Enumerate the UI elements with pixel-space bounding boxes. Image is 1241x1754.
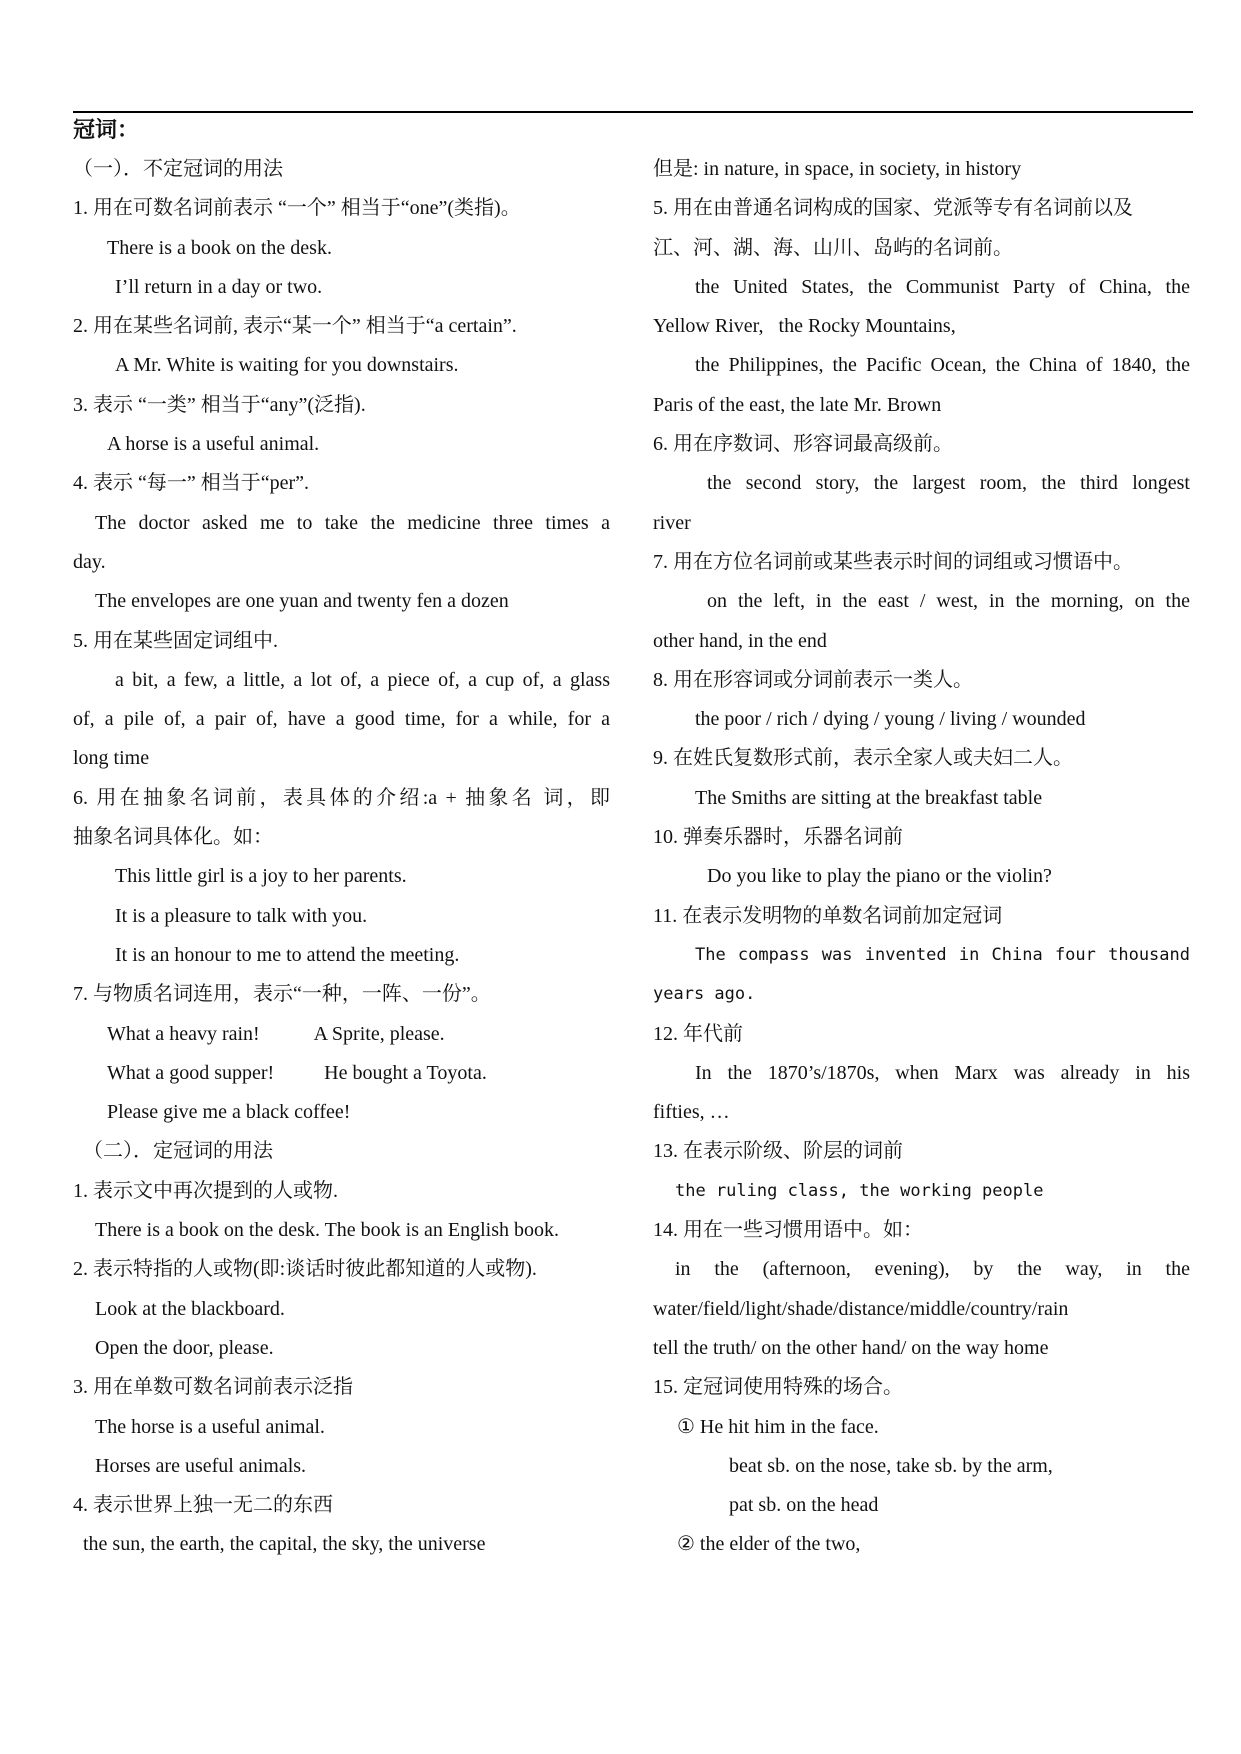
rule-item: 9. 在姓氏复数形式前，表示全家人或夫妇二人。 bbox=[653, 747, 1073, 770]
rule-item: 5. 用在某些固定词组中. bbox=[73, 629, 278, 652]
example-line: What a heavy rain! A Sprite, please. bbox=[107, 1022, 445, 1045]
example-line: day. bbox=[73, 550, 106, 573]
example-line: years ago. bbox=[653, 984, 756, 1005]
rule-item: 8. 用在形容词或分词前表示一类人。 bbox=[653, 668, 973, 691]
rule-item: 7. 与物质名词连用，表示“一种，一阵、一份”。 bbox=[73, 983, 491, 1006]
rule-item: 1. 用在可数名词前表示 “一个” 相当于“one”(类指)。 bbox=[73, 197, 521, 220]
rule-item: 15. 定冠词使用特殊的场合。 bbox=[653, 1376, 903, 1399]
rule-item: 10. 弹奏乐器时，乐器名词前 bbox=[653, 826, 903, 849]
rule-item: 7. 用在方位名词前或某些表示时间的词组或习惯语中。 bbox=[653, 550, 1133, 573]
example-line: Look at the blackboard. bbox=[95, 1297, 285, 1320]
example-line: This little girl is a joy to her parents. bbox=[115, 865, 407, 888]
example-line: What a good supper! He bought a Toyota. bbox=[107, 1061, 487, 1084]
rule-item: 6. 用在序数词、形容词最高级前。 bbox=[653, 433, 953, 456]
rule-item: 4. 表示 “每一” 相当于“per”. bbox=[73, 472, 310, 495]
section-heading: 冠词： bbox=[73, 117, 140, 142]
example-line: Open the door, please. bbox=[95, 1336, 274, 1359]
example-line: on the left, in the east / west, in the morning, on the bbox=[707, 590, 1190, 613]
example-line: Horses are useful animals. bbox=[95, 1454, 307, 1477]
rule-item: 12. 年代前 bbox=[653, 1022, 743, 1045]
example-line: water/field/light/shade/distance/middle/country/rain bbox=[653, 1297, 1069, 1320]
example-line: beat sb. on the nose, take sb. by the arm, bbox=[729, 1454, 1053, 1477]
example-line: the Philippines, the Pacific Ocean, the China of 1840, the bbox=[695, 354, 1190, 377]
example-line: The Smiths are sitting at the breakfast table bbox=[695, 786, 1043, 809]
rule-item: 江、河、湖、海、山川、岛屿的名词前。 bbox=[653, 236, 1013, 259]
example-line: It is a pleasure to talk with you. bbox=[115, 904, 368, 927]
example-line: Please give me a black coffee! bbox=[107, 1101, 351, 1124]
example-line: long time bbox=[73, 747, 150, 770]
header-rule bbox=[73, 111, 1193, 113]
example-line: Paris of the east, the late Mr. Brown bbox=[653, 393, 942, 416]
example-line: river bbox=[653, 511, 691, 534]
example-line: the ruling class, the working people bbox=[675, 1180, 1044, 1201]
example-line: the second story, the largest room, the third longest bbox=[707, 472, 1190, 495]
example-line: 但是: in nature, in space, in society, in history bbox=[653, 158, 1022, 180]
example-line: Do you like to play the piano or the violin? bbox=[707, 865, 1052, 888]
example-line: tell the truth/ on the other hand/ on the way home bbox=[653, 1336, 1049, 1359]
example-line: The doctor asked me to take the medicine three times a bbox=[95, 511, 610, 534]
rule-item: 4. 表示世界上独一无二的东西 bbox=[73, 1494, 333, 1517]
example-line: There is a book on the desk. bbox=[107, 236, 332, 259]
example-line: of, a pile of, a pair of, have a good time, for a while, for a bbox=[73, 708, 610, 731]
example-line: It is an honour to me to attend the meeting. bbox=[115, 943, 460, 966]
example-line: ② the elder of the two, bbox=[677, 1533, 861, 1556]
example-line: In the 1870’s/1870s, when Marx was already in his bbox=[695, 1061, 1190, 1084]
rule-item: 13. 在表示阶级、阶层的词前 bbox=[653, 1140, 903, 1163]
rule-item: 6. 用在抽象名词前，表具体的介绍:a + 抽象名 词，即 bbox=[73, 786, 610, 809]
subsection-title: （一）．不定冠词的用法 bbox=[73, 158, 283, 180]
example-line: ① He hit him in the face. bbox=[677, 1415, 879, 1438]
rule-item: 11. 在表示发明物的单数名词前加定冠词 bbox=[653, 904, 1003, 927]
rule-item: 14. 用在一些习惯用语中。如： bbox=[653, 1219, 923, 1242]
example-line: other hand, in the end bbox=[653, 629, 827, 652]
example-line: A horse is a useful animal. bbox=[107, 433, 320, 456]
rule-item: 抽象名词具体化。如： bbox=[73, 826, 273, 849]
example-line: a bit, a few, a little, a lot of, a piece of, a cup of, a glass bbox=[115, 668, 610, 691]
example-line: in the (afternoon, evening), by the way, in the bbox=[675, 1258, 1190, 1281]
rule-item: 3. 表示 “一类” 相当于“any”(泛指). bbox=[73, 393, 366, 416]
rule-item: 1. 表示文中再次提到的人或物. bbox=[73, 1179, 338, 1202]
example-line: The envelopes are one yuan and twenty fen a dozen bbox=[95, 590, 509, 613]
example-line: The compass was invented in China four thousand bbox=[695, 944, 1190, 965]
rule-item: 2. 表示特指的人或物(即:谈话时彼此都知道的人或物). bbox=[73, 1258, 537, 1281]
example-line: A Mr. White is waiting for you downstairs. bbox=[115, 354, 459, 377]
example-line: fifties, … bbox=[653, 1101, 730, 1124]
example-line: the United States, the Communist Party of China, the bbox=[695, 275, 1190, 298]
right-column bbox=[653, 150, 1190, 1565]
left-column bbox=[73, 150, 610, 1565]
example-line: Yellow River, the Rocky Mountains, bbox=[653, 315, 956, 338]
example-line: The horse is a useful animal. bbox=[95, 1415, 325, 1438]
rule-item: 3. 用在单数可数名词前表示泛指 bbox=[73, 1376, 353, 1399]
example-line: the sun, the earth, the capital, the sky, the universe bbox=[83, 1533, 486, 1556]
example-line: pat sb. on the head bbox=[729, 1494, 879, 1517]
example-line: the poor / rich / dying / young / living / wounded bbox=[695, 708, 1086, 731]
rule-item: 2. 用在某些名词前, 表示“某一个” 相当于“a certain”. bbox=[73, 315, 517, 338]
example-line: There is a book on the desk. The book is an English book. bbox=[95, 1219, 560, 1242]
example-line: I’ll return in a day or two. bbox=[115, 275, 323, 298]
rule-item: 5. 用在由普通名词构成的国家、党派等专有名词前以及 bbox=[653, 197, 1133, 220]
subsection-title: （二）．定冠词的用法 bbox=[83, 1140, 273, 1163]
